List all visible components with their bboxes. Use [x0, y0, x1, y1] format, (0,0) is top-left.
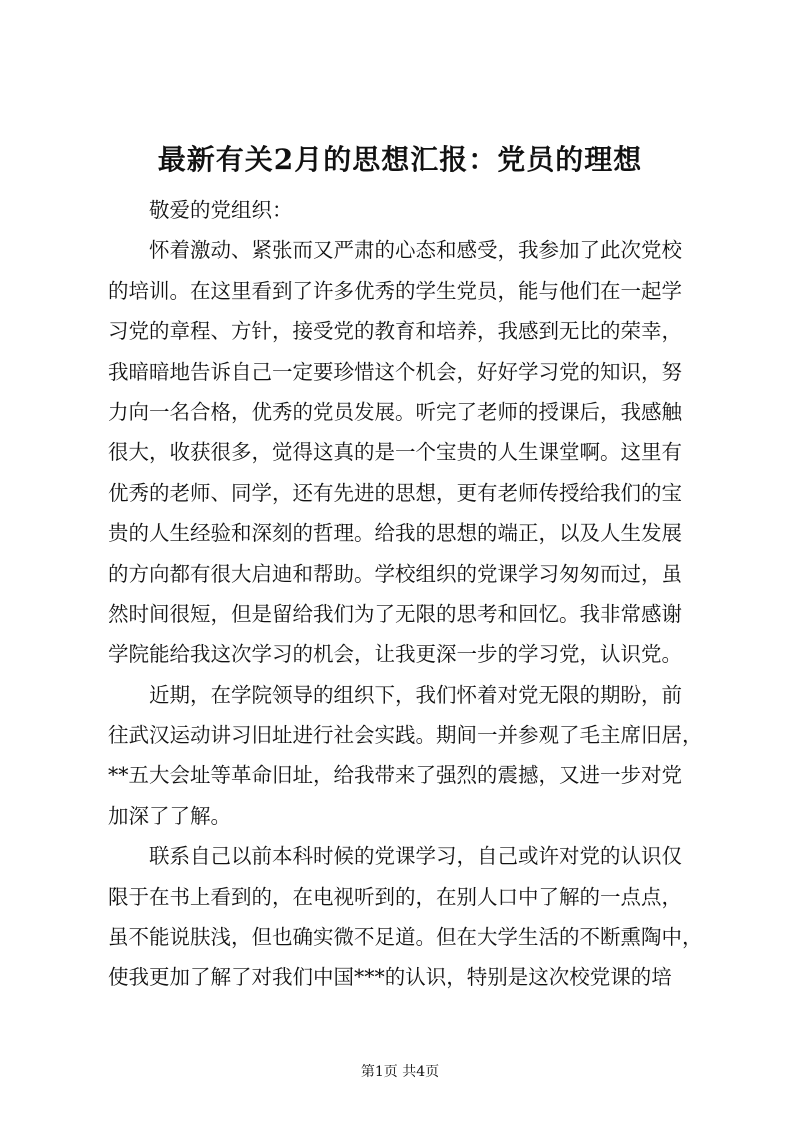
paragraph-line: 学院能给我这次学习的机会，让我更深一步的学习党，认识党。 — [108, 642, 682, 667]
paragraph-line: 力向一名合格，优秀的党员发展。听完了老师的授课后，我感触 — [108, 399, 682, 424]
paragraph-line: 贵的人生经验和深刻的哲理。给我的思想的端正，以及人生发展 — [108, 521, 682, 546]
paragraph-line: 习党的章程、方针，接受党的教育和培养，我感到无比的荣幸， — [108, 319, 682, 344]
paragraph-line: 限于在书上看到的，在电视听到的，在别人口中了解的一点点， — [108, 884, 682, 909]
paragraph-line: 怀着激动、紧张而又严肃的心态和感受，我参加了此次党校 — [149, 238, 682, 263]
paragraph-line: 近期，在学院领导的组织下，我们怀着对党无限的期盼，前 — [149, 682, 682, 707]
document-body — [108, 190, 712, 998]
page-number-footer: 第1页 共4页 — [360, 1064, 440, 1080]
paragraph-line: 加深了了解。 — [108, 803, 231, 828]
page-title: 最新有关2月的思想汇报：党员的理想 — [157, 143, 643, 176]
paragraph-line: 很大，收获很多，觉得这真的是一个宝贵的人生课堂啊。这里有 — [108, 440, 682, 465]
paragraph-line: 的培训。在这里看到了许多优秀的学生党员，能与他们在一起学 — [108, 278, 682, 303]
paragraph-line: 的方向都有很大启迪和帮助。学校组织的党课学习匆匆而过，虽 — [108, 561, 682, 586]
paragraph-line: 然时间很短，但是留给我们为了无限的思考和回忆。我非常感谢 — [108, 601, 682, 626]
paragraph-line: 往武汉运动讲习旧址进行社会实践。期间一并参观了毛主席旧居， — [108, 723, 703, 748]
paragraph-line: 优秀的老师、同学，还有先进的思想，更有老师传授给我们的宝 — [108, 480, 682, 505]
paragraph-line: 使我更加了解了对我们中国***的认识，特别是这次校党课的培 — [108, 965, 672, 990]
salutation: 敬爱的党组织： — [149, 198, 293, 222]
paragraph-line: 我暗暗地告诉自己一定要珍惜这个机会，好好学习党的知识，努 — [108, 359, 682, 384]
paragraph-line: 联系自己以前本科时候的党课学习，自己或许对党的认识仅 — [149, 844, 682, 869]
paragraph-line: **五大会址等革命旧址，给我带来了强烈的震撼，又进一步对党 — [108, 763, 682, 788]
paragraph-line: 虽不能说肤浅，但也确实微不足道。但在大学生活的不断熏陶中， — [108, 925, 703, 950]
